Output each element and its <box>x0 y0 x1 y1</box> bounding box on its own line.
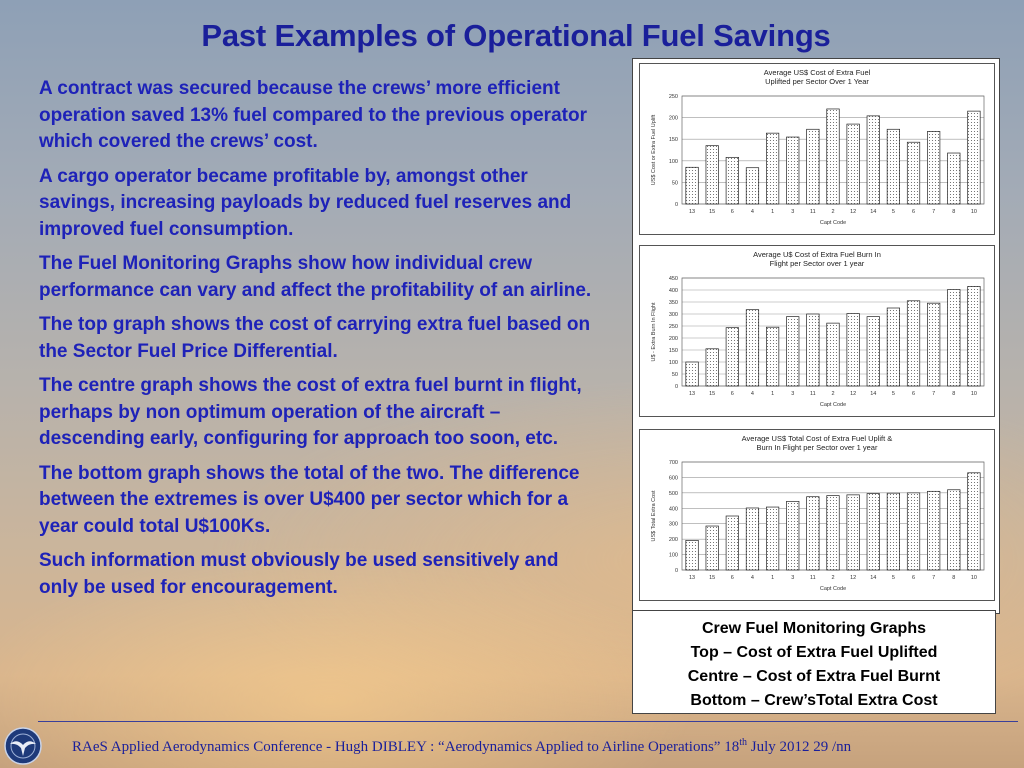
bar <box>726 157 738 204</box>
x-tick-label: 15 <box>709 575 716 581</box>
x-tick-label: 15 <box>709 391 716 397</box>
bar <box>786 317 798 386</box>
y-tick-label: 100 <box>668 158 678 165</box>
bar <box>766 133 778 204</box>
bar <box>726 516 738 570</box>
bar <box>968 473 980 570</box>
fuel-monitoring-figure <box>632 58 1000 614</box>
paragraph-graphs: The Fuel Monitoring Graphs show how individual crew performance can vary and affect the profitability of an airline. <box>39 253 592 301</box>
paragraph-sensitivity: Such information must obviously be used sensitively and only be used for encouragement. <box>39 550 559 598</box>
paragraph-contract: A contract was secured because the crews’ more efficient operation saved 13% fuel compared to the previous operator which covered the crews’ cost. <box>39 78 587 152</box>
x-tick-label: 12 <box>850 575 857 581</box>
y-tick-label: 50 <box>671 180 678 187</box>
bar <box>706 349 718 386</box>
bar <box>968 286 980 386</box>
footer-date-suffix: th <box>739 737 747 748</box>
bar <box>927 303 939 386</box>
y-tick-label: 150 <box>668 137 678 144</box>
x-tick-label: 6 <box>912 575 916 581</box>
bar <box>766 507 778 570</box>
chart-total-extra-cost <box>639 429 995 601</box>
bar <box>827 496 839 570</box>
x-tick-label: 1 <box>771 391 775 397</box>
x-tick-label: 8 <box>952 391 956 397</box>
x-tick-label: 11 <box>810 575 816 581</box>
x-tick-label: 10 <box>970 575 977 581</box>
bar <box>887 493 899 570</box>
x-tick-label: 5 <box>891 575 895 581</box>
chart-extra-fuel-uplift <box>639 63 995 235</box>
y-tick-label: 200 <box>668 336 678 342</box>
figure-caption <box>632 610 996 714</box>
chart-extra-fuel-burn <box>639 245 995 417</box>
bar <box>686 540 698 570</box>
x-tick-label: 1 <box>771 575 775 581</box>
x-tick-label: 2 <box>831 209 835 215</box>
raes-logo-icon <box>4 727 42 765</box>
y-tick-label: 100 <box>668 360 678 366</box>
x-tick-label: 3 <box>791 391 795 397</box>
bar <box>847 314 859 386</box>
y-tick-label: 350 <box>668 300 678 306</box>
bar <box>786 137 798 204</box>
bar <box>686 362 698 386</box>
bar <box>867 116 879 204</box>
bar <box>867 317 879 386</box>
x-axis-label: Capt Code <box>819 220 847 226</box>
x-tick-label: 7 <box>932 575 936 581</box>
bar <box>948 490 960 570</box>
x-tick-label: 12 <box>850 209 857 215</box>
chart-title: Average U$ Cost of Extra Fuel Burn In Flight per Sector over 1 year <box>753 250 881 268</box>
paragraph-top-graph: The top graph shows the cost of carrying extra fuel based on the Sector Fuel Price Differential. <box>39 314 591 362</box>
x-tick-label: 6 <box>730 391 734 397</box>
bar <box>746 168 758 204</box>
y-tick-label: 0 <box>674 202 678 208</box>
x-axis-label: Capt Code <box>819 586 847 592</box>
x-tick-label: 13 <box>689 391 696 397</box>
y-tick-label: 250 <box>668 324 678 330</box>
bar <box>746 508 758 570</box>
chart-svg-centre <box>640 246 994 416</box>
x-tick-label: 11 <box>810 391 816 397</box>
footer-tail: July 2012 29 /nn <box>747 739 852 755</box>
paragraph-centre-graph: The centre graph shows the cost of extra fuel burnt in flight, perhaps by non optimum operation of the aircraft – descending early, configuring for approach too soon, etc. <box>39 375 582 449</box>
y-tick-label: 450 <box>668 276 678 282</box>
x-tick-label: 7 <box>932 209 936 215</box>
x-tick-label: 6 <box>912 391 916 397</box>
x-tick-label: 10 <box>970 209 977 215</box>
bar <box>907 493 919 570</box>
x-tick-label: 4 <box>750 575 754 581</box>
bar <box>847 124 859 204</box>
bar <box>927 491 939 570</box>
x-tick-label: 11 <box>810 209 816 215</box>
chart-title: Average US$ Cost of Extra Fuel Uplifted per Sector Over 1 Year <box>763 68 871 86</box>
bar <box>867 494 879 570</box>
y-axis-label: US$ Total Extra Cost <box>651 490 657 542</box>
x-tick-label: 1 <box>771 209 775 215</box>
x-tick-label: 6 <box>912 209 916 215</box>
y-tick-label: 0 <box>674 568 678 574</box>
y-axis-label: US$ Cost or Extra Fuel Uplift <box>651 114 657 186</box>
bar <box>726 328 738 386</box>
y-tick-label: 100 <box>668 552 678 559</box>
x-tick-label: 3 <box>791 209 795 215</box>
bar <box>827 109 839 204</box>
x-tick-label: 4 <box>750 391 754 397</box>
x-tick-label: 3 <box>791 575 795 581</box>
bar <box>706 526 718 570</box>
x-tick-label: 10 <box>970 391 977 397</box>
x-tick-label: 14 <box>870 391 877 397</box>
bar <box>948 153 960 204</box>
x-tick-label: 15 <box>709 209 716 215</box>
x-tick-label: 14 <box>870 575 877 581</box>
footer-divider <box>38 721 1018 722</box>
x-tick-label: 5 <box>891 209 895 215</box>
x-tick-label: 7 <box>932 391 936 397</box>
x-tick-label: 13 <box>689 575 696 581</box>
bar <box>766 327 778 386</box>
caption-line-title: Crew Fuel Monitoring Graphs <box>701 620 926 637</box>
x-tick-label: 14 <box>870 209 877 215</box>
caption-line-bottom: Bottom – Crew’sTotal Extra Cost <box>690 692 938 709</box>
bar <box>827 323 839 386</box>
bar <box>807 497 819 570</box>
x-tick-label: 4 <box>750 209 754 215</box>
y-tick-label: 400 <box>668 288 678 294</box>
bar <box>887 129 899 204</box>
x-tick-label: 8 <box>952 575 956 581</box>
chart-title: Average US$ Total Cost of Extra Fuel Uplift & Burn In Flight per Sector over 1 year <box>741 434 893 452</box>
y-tick-label: 50 <box>671 372 678 378</box>
y-axis-label: U$ - Extra Burn In Flight <box>651 302 657 362</box>
bar <box>706 146 718 204</box>
x-axis-label: Capt Code <box>819 402 847 408</box>
y-tick-label: 250 <box>668 94 678 100</box>
y-tick-label: 500 <box>668 490 678 497</box>
x-tick-label: 13 <box>689 209 696 215</box>
y-tick-label: 200 <box>668 115 678 122</box>
bar <box>907 301 919 386</box>
paragraph-cargo: A cargo operator became profitable by, amongst other savings, increasing payloads by reduced fuel reserves and improved fuel consumption. <box>39 165 572 240</box>
x-tick-label: 6 <box>730 209 734 215</box>
bar <box>847 495 859 570</box>
caption-line-centre: Centre – Cost of Extra Fuel Burnt <box>687 668 941 685</box>
x-tick-label: 2 <box>831 391 835 397</box>
bar <box>887 308 899 386</box>
y-tick-label: 150 <box>668 348 678 354</box>
y-tick-label: 600 <box>668 475 678 482</box>
x-tick-label: 2 <box>831 575 835 581</box>
y-tick-label: 300 <box>668 312 678 318</box>
paragraph-bottom-graph: The bottom graph shows the total of the two. The difference between the extremes is over U$400 per sector which for a year could total U$100Ks. <box>39 462 580 537</box>
bar <box>907 142 919 204</box>
body-text <box>39 76 599 609</box>
x-tick-label: 8 <box>952 209 956 215</box>
x-tick-label: 6 <box>730 575 734 581</box>
y-tick-label: 400 <box>668 506 678 513</box>
y-tick-label: 0 <box>674 384 678 390</box>
bar <box>927 131 939 204</box>
x-tick-label: 5 <box>891 391 895 397</box>
bar <box>968 111 980 204</box>
footer-text <box>72 737 1012 756</box>
footer-main: RAeS Applied Aerodynamics Conference - Hugh DIBLEY : “Aerodynamics Applied to Airline Operations” 18 <box>72 739 740 755</box>
bar <box>807 129 819 204</box>
caption-line-top: Top – Cost of Extra Fuel Uplifted <box>690 644 938 661</box>
bar <box>807 314 819 386</box>
chart-svg-top <box>640 64 994 234</box>
bar <box>686 167 698 204</box>
bar <box>786 501 798 570</box>
chart-svg-bottom <box>640 430 994 600</box>
bar <box>948 290 960 386</box>
slide-title: Past Examples of Operational Fuel Savings <box>201 18 831 53</box>
y-tick-label: 700 <box>668 460 678 466</box>
y-tick-label: 200 <box>668 537 678 544</box>
bar <box>746 310 758 386</box>
x-tick-label: 12 <box>850 391 857 397</box>
y-tick-label: 300 <box>668 521 678 528</box>
